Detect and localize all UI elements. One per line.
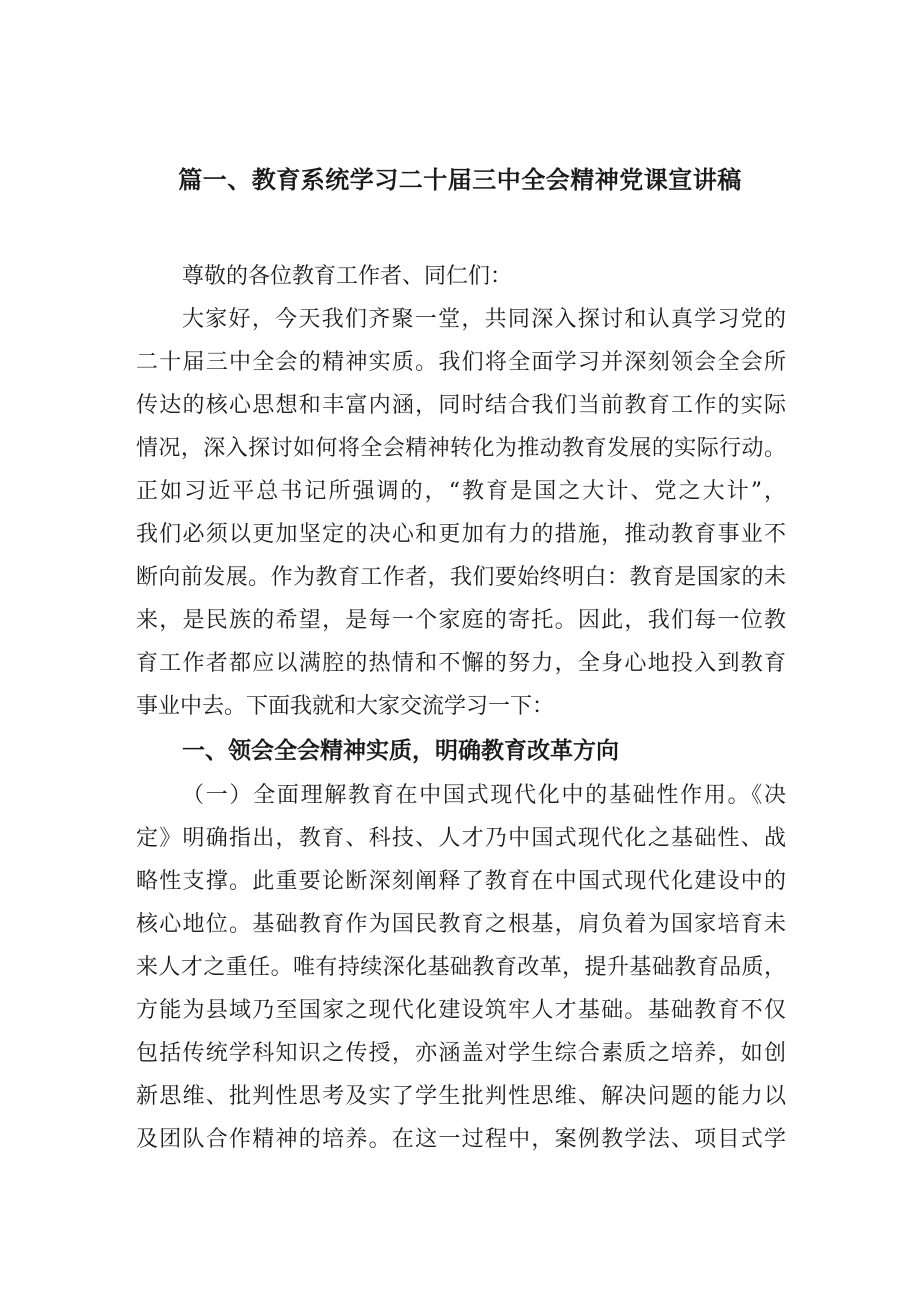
intro-line: 事业中去。下面我就和大家交流学习一下：	[136, 694, 555, 719]
section-heading: 一、领会全会精神实质，明确教育改革方向	[182, 738, 619, 764]
section-line: （一）全面理解教育在中国式现代化中的基础性作用。《决	[182, 783, 786, 808]
section-line: 包括传统学科知识之传授，亦涵盖对学生综合素质之培养，如创	[136, 1041, 786, 1066]
intro-line: 正如习近平总书记所强调的，“教育是国之大计、党之大计”，	[136, 479, 786, 504]
document-title: 篇一、教育系统学习二十届三中全会精神党课宣讲稿	[178, 166, 742, 194]
section-line: 及团队合作精神的培养。在这一过程中，案例教学法、项目式学	[136, 1127, 786, 1152]
section-line: 略性支撑。此重要论断深刻阐释了教育在中国式现代化建设中的	[136, 869, 786, 894]
intro-line: 断向前发展。作为教育工作者，我们要始终明白：教育是国家的未	[136, 565, 786, 590]
intro-line: 育工作者都应以满腔的热情和不懈的努力，全身心地投入到教育	[136, 651, 786, 676]
intro-line: 二十届三中全会的精神实质。我们将全面学习并深刻领会全会所	[136, 350, 786, 375]
salutation: 尊敬的各位教育工作者、同仁们：	[182, 264, 513, 289]
section-line: 新思维、批判性思考及实了学生批判性思维、解决问题的能力以	[136, 1084, 786, 1109]
intro-line: 传达的核心思想和丰富内涵，同时结合我们当前教育工作的实际	[136, 393, 786, 418]
intro-line: 来，是民族的希望，是每一个家庭的寄托。因此，我们每一位教	[136, 608, 786, 633]
intro-line: 大家好，今天我们齐聚一堂，共同深入探讨和认真学习党的	[182, 307, 786, 332]
intro-line: 情况，深入探讨如何将全会精神转化为推动教育发展的实际行动。	[136, 436, 786, 461]
section-line: 来人才之重任。唯有持续深化基础教育改革，提升基础教育品质，	[136, 955, 786, 980]
intro-line: 我们必须以更加坚定的决心和更加有力的措施，推动教育事业不	[136, 522, 786, 547]
section-line: 方能为县域乃至国家之现代化建设筑牢人才基础。基础教育不仅	[136, 998, 786, 1023]
section-line: 核心地位。基础教育作为国民教育之根基，肩负着为国家培育未	[136, 912, 786, 937]
section-line: 定》明确指出，教育、科技、人才乃中国式现代化之基础性、战	[136, 826, 786, 851]
